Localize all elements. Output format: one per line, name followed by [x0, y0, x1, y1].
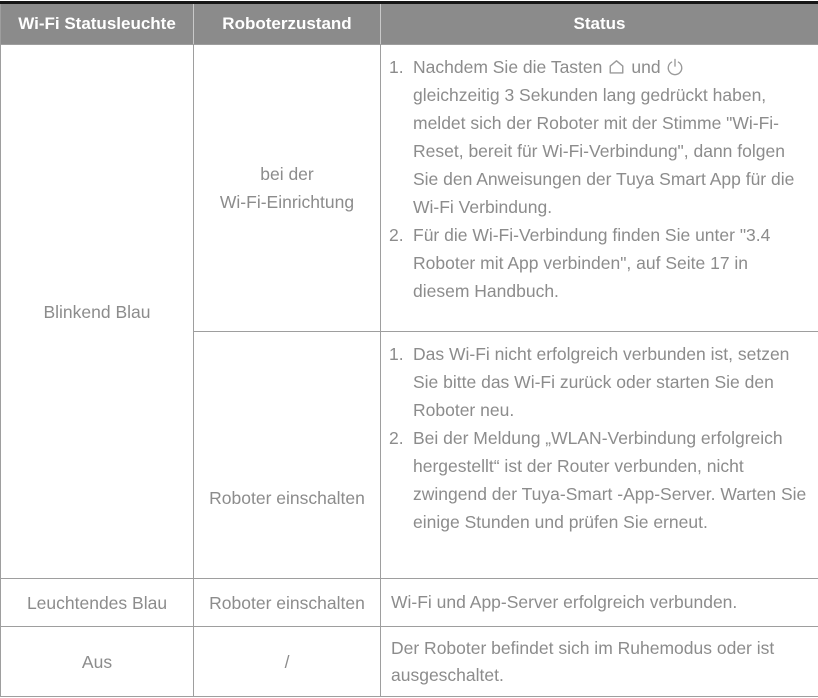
state-solid-label: Roboter einschalten: [209, 592, 365, 613]
status-power-item-1-text: Das Wi-Fi nicht erfolgreich verbunden ist, setzen Sie bitte das Wi-Fi zurück oder starten Sie den Roboter neu.: [413, 344, 790, 420]
list-number: 2.: [389, 428, 404, 448]
light-label-blinking: Blinkend Blau: [43, 301, 151, 322]
state-setup-line1: bei der: [260, 164, 314, 184]
power-icon: [666, 58, 684, 76]
state-off-label: /: [284, 651, 290, 672]
status-setup-item-1-part2: und: [631, 57, 661, 77]
cell-off: [1, 627, 194, 697]
row-blinking-setup: [1, 45, 818, 332]
light-label-off: Aus: [81, 651, 113, 672]
state-power-on-label: Roboter einschalten: [209, 488, 365, 508]
cell-status-power-on: [381, 332, 818, 579]
cell-off-status: [381, 627, 818, 697]
status-setup-item-1-part3: gleichzeitig 3 Sekunden lang gedrückt haben, meldet sich der Roboter mit der Stimme "Wi-Fi-Reset, bereit für Wi-Fi-Verbindung", dann folgen Sie den Anweisungen der Tuya Smart App für die Wi-Fi Verbindung.: [413, 85, 795, 217]
list-number: 1.: [389, 344, 404, 364]
cell-blinking-blue: [1, 45, 194, 579]
status-setup-item-1-text: [413, 53, 808, 221]
status-setup-item-1: [389, 53, 808, 221]
wifi-status-table: [0, 1, 818, 697]
header-row: [1, 3, 818, 45]
row-solid-blue: [1, 579, 818, 627]
light-label-solid: Leuchtendes Blau: [26, 592, 168, 613]
home-icon: [607, 58, 626, 76]
header-cell-wifi-light: Wi-Fi Statusleuchte: [1, 3, 194, 45]
status-power-item-2-text: Bei der Meldung „WLAN-Verbindung erfolgreich hergestellt“ ist der Router verbunden, nicht zwingend der Tuya-Smart -App-Server. Warten Sie einige Stunden und prüfen Sie erneut.: [413, 428, 807, 532]
status-off-text: Der Roboter befindet sich im Ruhemodus oder ist ausgeschaltet.: [391, 637, 775, 685]
state-setup-line2: Wi-Fi-Einrichtung: [219, 192, 355, 212]
cell-solid-blue: [1, 579, 194, 627]
status-power-item-2: [389, 424, 808, 536]
cell-solid-status: [381, 579, 818, 627]
cell-state-power-on: [194, 332, 381, 579]
header-cell-robot-state: Roboterzustand: [194, 3, 381, 45]
cell-off-state: [194, 627, 381, 697]
status-setup-item-2-text: Für die Wi-Fi-Verbindung finden Sie unter "3.4 Roboter mit App verbinden", auf Seite 17 in diesem Handbuch.: [413, 225, 771, 301]
status-setup-item-2: [389, 221, 808, 305]
cell-solid-state: [194, 579, 381, 627]
header-cell-status: Status: [381, 3, 818, 45]
cell-status-wifi-setup: [381, 45, 818, 332]
status-power-item-1: [389, 340, 808, 424]
cell-state-wifi-setup: [194, 45, 381, 332]
list-number: 2.: [389, 225, 404, 245]
status-solid-text: Wi-Fi und App-Server erfolgreich verbunden.: [391, 592, 738, 612]
list-number: 1.: [389, 57, 404, 77]
row-off: [1, 627, 818, 697]
status-setup-item-1-part1: Nachdem Sie die Tasten: [413, 57, 603, 77]
